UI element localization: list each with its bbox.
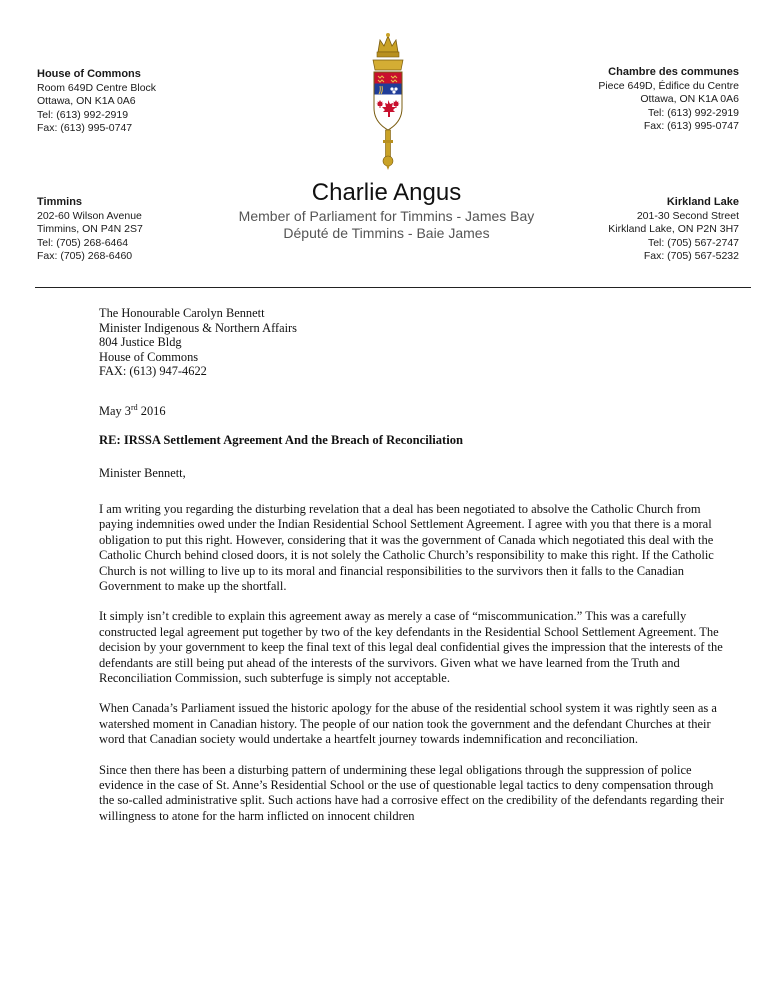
address-line: Fax: (613) 995-0747 [37, 122, 133, 135]
crown-icon [378, 36, 398, 52]
address-line: Piece 649D, Édifice du Centre [598, 79, 739, 92]
address-house-of-commons [37, 68, 156, 136]
recipient-line: FAX: (613) 947-4622 [99, 364, 207, 379]
letter-subject: RE: IRSSA Settlement Agreement And the Breach of Reconciliation [99, 432, 464, 447]
address-line: Tel: (613) 992-2919 [37, 108, 129, 121]
date-ordinal-suffix: rd [131, 402, 138, 412]
address-heading: Chambre des communes [608, 66, 739, 78]
house-of-commons-crest-icon [358, 30, 418, 170]
address-line: 201-30 Second Street [636, 209, 739, 222]
recipient-line: House of Commons [99, 349, 199, 364]
address-line: Tel: (613) 992-2919 [647, 106, 739, 119]
recipient-line: Minister Indigenous & Northern Affairs [99, 320, 297, 335]
letter-paragraph: I am writing you regarding the disturbing revelation that a deal has been negotiated to absolve the Catholic Church from paying indemnities owed under the Indian Residential School Settlement Agreement. I agree with you that there is a moral obligation to put this right. However, considering that it was the government of Canada which negotiated this deal with the Catholic Church behind closed doors, it is not solely the Catholic Church’s responsibility to make this right. If the Catholic Church is not willing to live up to its moral and financial responsibilities to the survivors then it falls to the Canadian Government to make up the shortfall. [99, 501, 714, 593]
address-line: Fax: (705) 268-6460 [37, 250, 133, 263]
letter-salutation: Minister Bennett, [99, 465, 186, 480]
address-line: 202-60 Wilson Avenue [37, 209, 142, 222]
mp-title-french: Député de Timmins - Baie James [283, 225, 490, 241]
letter-paragraph: When Canada’s Parliament issued the historic apology for the abuse of the residential school system it was rightly seen as a watershed moment in Canadian history. The people of our nation took the government and the defendant Churches at their word that Canadian society would undertake a heartfelt journey towards indemnification and reconciliation. [99, 701, 717, 747]
address-line: Kirkland Lake, ON P2N 3H7 [608, 223, 739, 236]
address-line: Fax: (613) 995-0747 [643, 120, 739, 133]
address-line: Room 649D Centre Block [37, 81, 157, 94]
address-chambre-des-communes [598, 66, 739, 134]
address-line: Fax: (705) 567-5232 [643, 250, 739, 263]
letter-paragraph: Since then there has been a disturbing pattern of undermining these legal obligations through the suppression of police evidence in the case of St. Anne’s Residential School or the use of questionable legal tactics to deny compensation through the so-called administrative split. Such actions have had a corrosive effect on the credibility of the defendants regarding their willingness to atone for the harm inflicted on innocent children [99, 762, 724, 823]
date-year: 2016 [137, 403, 166, 418]
address-line: Tel: (705) 268-6464 [37, 236, 129, 249]
letterhead-divider [35, 287, 751, 288]
address-line: Timmins, ON P4N 2S7 [37, 223, 143, 236]
letter-date [99, 400, 729, 419]
address-timmins [37, 196, 143, 264]
address-line: Ottawa, ON K1A 0A6 [640, 93, 739, 106]
date-month-day: May 3 [99, 403, 132, 418]
mp-title-english: Member of Parliament for Timmins - James Bay [238, 208, 535, 224]
mp-heading [200, 178, 573, 242]
letter-body [99, 306, 729, 824]
mp-name: Charlie Angus [311, 179, 462, 206]
recipient-line: 804 Justice Bldg [99, 335, 182, 350]
letter-paragraph: It simply isn’t credible to explain this agreement away as merely a case of “miscommunication.” This was a carefully constructed legal agreement put together by two of the key defendants in the Residential School Settlement Agreement. The decision by your government to keep the final text of this legal deal confidential gives the impression that the interests of the defendants are still being put ahead of the interests of the survivors. Given what we have learned from the Truth and Reconciliation Commission, such subterfuge is simply not acceptable. [99, 609, 723, 686]
address-heading: Kirkland Lake [666, 196, 739, 208]
address-heading: House of Commons [37, 68, 141, 80]
address-line: Tel: (705) 567-2747 [647, 236, 739, 249]
address-heading: Timmins [37, 196, 83, 208]
recipient-line: The Honourable Carolyn Bennett [99, 306, 265, 320]
recipient-address [99, 306, 729, 379]
address-line: Ottawa, ON K1A 0A6 [37, 95, 136, 108]
address-kirkland-lake [608, 196, 739, 264]
